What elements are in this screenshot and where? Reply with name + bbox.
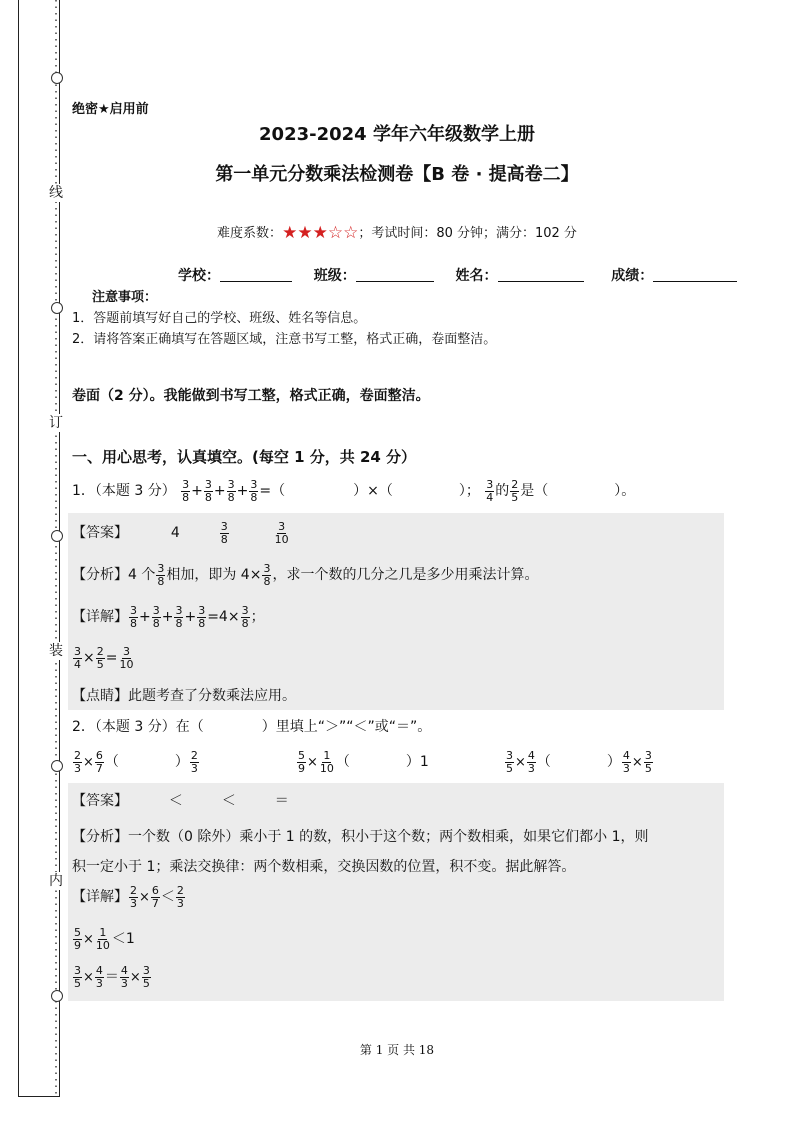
- question-2: 2．（本题 3 分）在（ ）里填上“＞”“＜”或“＝”。: [72, 719, 432, 735]
- note-item: 1．答题前填写好自己的学校、班级、姓名等信息。: [72, 311, 367, 326]
- secret-label: 绝密★启用前: [72, 102, 149, 117]
- q1-detail: 【详解】 $\frac{3}{8}$ + $\frac{3}{8}$ + $\frac{3}{8}$ + $\frac{3}{8}$ =4× $\frac{3}{8}$ ；: [72, 603, 265, 630]
- analysis-label: 【分析】: [72, 829, 128, 845]
- fraction: $\frac{4}{3}$: [527, 748, 535, 775]
- fraction: $\frac{3}{8}$: [157, 561, 165, 588]
- detail-label: 【详解】: [72, 889, 128, 905]
- answer-value: ＜: [221, 793, 236, 809]
- q2-item-c: $\frac{3}{5}$ × $\frac{4}{3}$ （ ） $\frac{4}{3}$ × $\frac{3}{5}$: [506, 748, 652, 775]
- q2-detail-line3: $\frac{3}{5}$ × $\frac{4}{3}$ ＝ $\frac{4}{3}$ × $\frac{3}{5}$: [74, 963, 150, 990]
- score-label: 成绩：: [611, 268, 654, 284]
- q1-analysis: 【分析】4 个 $\frac{3}{8}$ 相加，即为 4× $\frac{3}{8}$ ，求一个数的几分之几是多少用乘法计算。: [72, 561, 539, 588]
- notes-title: 注意事项：: [92, 290, 158, 305]
- neatness-line: 卷面（2 分）。我能做到书写工整，格式正确，卷面整洁。: [72, 388, 430, 404]
- binding-char-ding: 订: [46, 414, 66, 432]
- fraction: $\frac{5}{9}$: [74, 925, 81, 952]
- question-1: 1．（本题 3 分） $\frac{3}{8}$ + $\frac{3}{8}$ + $\frac{3}{8}$ + $\frac{3}{8}$ =（ ）×（ ）； $\frac{3}{4}$ 的 $\frac{2}{5}$ 是（ ）。: [72, 477, 636, 504]
- answer-value: ＝: [274, 793, 289, 809]
- fraction: $\frac{3}{8}$: [204, 477, 212, 504]
- difficulty-line: [0, 222, 794, 243]
- answer-fraction: $\frac{3}{8}$: [220, 519, 228, 546]
- star-empty-icon: ☆: [343, 223, 359, 243]
- fraction: $\frac{4}{3}$: [120, 963, 128, 990]
- fraction: $\frac{3}{8}$: [241, 603, 249, 630]
- fraction: $\frac{3}{8}$: [227, 477, 235, 504]
- fraction: $\frac{4}{3}$: [95, 963, 103, 990]
- fraction: $\frac{5}{9}$: [298, 748, 305, 775]
- star-filled-icon: ★: [297, 223, 313, 243]
- detail-label: 【详解】: [72, 609, 128, 625]
- page-footer: 第 1 页 共 18: [359, 1043, 435, 1057]
- exam-info: ；考试时间：80 分钟；满分：102 分: [358, 226, 577, 241]
- name-label: 姓名：: [455, 268, 498, 284]
- difficulty-stars: [282, 223, 359, 243]
- fraction: $\frac{3}{8}$: [130, 603, 137, 630]
- q2-detail-line2: $\frac{5}{9}$ × $\frac{1}{10}$ ＜1: [74, 925, 135, 952]
- fraction: $\frac{3}{5}$: [644, 748, 652, 775]
- fraction: $\frac{3}{10}$: [119, 644, 134, 671]
- binding-circle: [51, 990, 63, 1002]
- answer-label: 【答案】: [72, 793, 128, 809]
- star-empty-icon: ☆: [327, 223, 344, 243]
- answer-label: 【答案】: [72, 525, 128, 541]
- fraction: $\frac{2}{3}$: [74, 748, 81, 775]
- fraction: $\frac{3}{5}$: [142, 963, 150, 990]
- fraction: $\frac{2}{5}$: [511, 477, 519, 504]
- answer-value: 4: [170, 525, 180, 541]
- comment-label: 【点睛】: [72, 688, 128, 704]
- page-title: 2023-2024 学年六年级数学上册: [259, 124, 535, 145]
- binding-circle: [51, 760, 63, 772]
- fraction: $\frac{6}{7}$: [95, 748, 103, 775]
- school-label: 学校：: [178, 268, 220, 284]
- fraction: $\frac{2}{3}$: [176, 883, 184, 910]
- answer-fraction: $\frac{3}{10}$: [274, 519, 289, 546]
- q2-item-b: $\frac{5}{9}$ × $\frac{1}{10}$ （ ）1: [298, 748, 429, 775]
- q2-analysis: 【分析】一个数（0 除外）乘小于 1 的数，积小于这个数；两个数相乘，如果它们都小 1，则 积一定小于 1；乘法交换律：两个数相乘，交换因数的位置，积不变。据此解答。: [72, 829, 649, 875]
- fraction: $\frac{3}{4}$: [486, 477, 494, 504]
- fraction: $\frac{1}{10}$: [95, 925, 110, 952]
- q1-detail-line2: $\frac{3}{4}$ × $\frac{2}{5}$ = $\frac{3}{10}$: [74, 644, 134, 671]
- fraction: $\frac{3}{8}$: [175, 603, 183, 630]
- fraction: $\frac{2}{3}$: [130, 883, 137, 910]
- binding-char-zhuang: 装: [46, 642, 66, 660]
- score-field[interactable]: [653, 267, 737, 282]
- fraction: $\frac{3}{4}$: [74, 644, 81, 671]
- difficulty-label: 难度系数：: [217, 226, 283, 241]
- q2-detail: 【详解】 $\frac{2}{3}$ × $\frac{6}{7}$ ＜ $\frac{2}{3}$: [72, 883, 184, 910]
- q2-answer: [72, 790, 289, 810]
- q1-prefix: 1．（本题 3 分）: [72, 483, 176, 499]
- binding-circle: [51, 72, 63, 84]
- star-filled-icon: ★: [312, 223, 328, 243]
- fraction: $\frac{3}{8}$: [263, 561, 271, 588]
- fraction: $\frac{3}{5}$: [506, 748, 513, 775]
- star-filled-icon: ★: [282, 223, 298, 243]
- class-field[interactable]: [356, 267, 434, 282]
- class-label: 班级：: [313, 268, 356, 284]
- fraction: $\frac{2}{5}$: [96, 644, 104, 671]
- q1-answer: [72, 518, 291, 548]
- name-field[interactable]: [498, 267, 584, 282]
- binding-circle: [51, 530, 63, 542]
- school-field[interactable]: [220, 267, 292, 282]
- info-fields: [178, 265, 737, 285]
- q2-item-a: $\frac{2}{3}$ × $\frac{6}{7}$ （ ） $\frac{2}{3}$: [74, 748, 198, 775]
- fraction: $\frac{3}{8}$: [198, 603, 206, 630]
- page-subtitle: 第一单元分数乘法检测卷【B 卷 · 提高卷二】: [215, 164, 579, 185]
- fraction: $\frac{3}{8}$: [182, 477, 190, 504]
- fraction: $\frac{1}{10}$: [319, 748, 334, 775]
- fraction: $\frac{4}{3}$: [622, 748, 630, 775]
- fraction: $\frac{3}{8}$: [250, 477, 258, 504]
- binding-char-xian: 线: [46, 184, 66, 202]
- answer-value: ＜: [168, 793, 183, 809]
- fraction: $\frac{2}{3}$: [190, 748, 198, 775]
- fraction: $\frac{3}{8}$: [152, 603, 160, 630]
- section-title: 一、用心思考，认真填空。(每空 1 分，共 24 分）: [72, 448, 417, 466]
- analysis-label: 【分析】: [72, 567, 128, 583]
- binding-circle: [51, 302, 63, 314]
- note-item: 2．请将答案正确填写在答题区域，注意书写工整，格式正确，卷面整洁。: [72, 332, 497, 347]
- binding-char-nei: 内: [46, 872, 66, 890]
- fraction: $\frac{6}{7}$: [151, 883, 159, 910]
- q1-comment: 【点睛】此题考查了分数乘法应用。: [72, 688, 296, 704]
- fraction: $\frac{3}{5}$: [74, 963, 81, 990]
